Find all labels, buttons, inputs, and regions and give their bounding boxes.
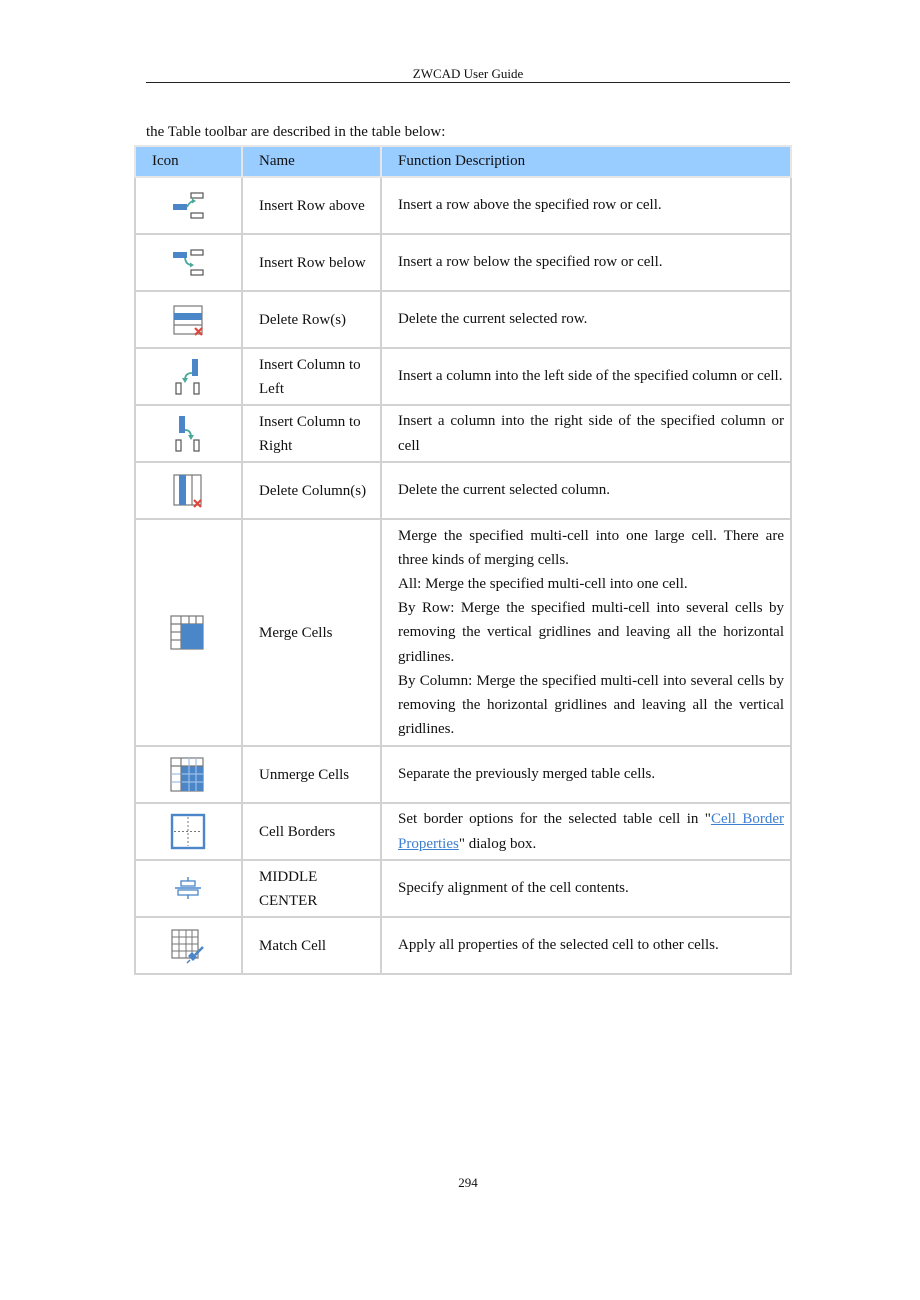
table-row <box>135 405 791 462</box>
row-description: Insert a row above the specified row or cell. <box>381 177 791 234</box>
col-header-name: Name <box>242 146 381 177</box>
delete-rows-icon <box>169 303 209 337</box>
row-name: Insert Row below <box>242 234 381 291</box>
row-description: Delete the current selected column. <box>381 462 791 519</box>
insert-row-below-icon <box>169 246 209 280</box>
row-name: Insert Column to Left <box>242 348 381 405</box>
table-row <box>135 746 791 803</box>
row-description: Delete the current selected row. <box>381 291 791 348</box>
row-description: Insert a column into the right side of the specified column or cell <box>381 405 791 462</box>
insert-row-above-icon <box>169 189 209 223</box>
table-row <box>135 462 791 519</box>
row-name: Cell Borders <box>242 803 381 860</box>
row-name: Insert Row above <box>242 177 381 234</box>
middle-center-icon <box>169 872 209 906</box>
table-row <box>135 234 791 291</box>
running-header: ZWCAD User Guide <box>412 66 524 81</box>
row-name: Match Cell <box>242 917 381 974</box>
row-name: Unmerge Cells <box>242 746 381 803</box>
row-description: Insert a row below the specified row or cell. <box>381 234 791 291</box>
row-description: Insert a column into the left side of the specified column or cell. <box>381 348 791 405</box>
row-description: Merge the specified multi-cell into one large cell. There are three kinds of merging cells. All: Merge the specified multi-cell into one cell. By Row: Merge the specified multi-cell into several cells by removing the vertical gridlines and leaving all the horizontal gridlines. By Column: Merge the specified multi-cell into several cells by removing the horizontal gridlines and leaving all the vertical gridlines. <box>381 519 791 746</box>
table-row <box>135 860 791 917</box>
intro-text: the Table toolbar are described in the table below: <box>146 124 446 140</box>
table-row <box>135 177 791 234</box>
cell-border-properties-link[interactable]: Cell Border Properties <box>398 811 785 852</box>
row-description: Apply all properties of the selected cell to other cells. <box>381 917 791 974</box>
row-name: Insert Column to Right <box>242 405 381 462</box>
match-cell-icon <box>169 927 209 965</box>
row-name: Merge Cells <box>242 519 381 746</box>
unmerge-cells-icon <box>169 755 209 795</box>
cell-borders-icon <box>169 812 209 852</box>
table-header-row <box>135 146 791 177</box>
table-row <box>135 519 791 746</box>
toolbar-table <box>134 145 792 975</box>
header-divider <box>146 82 790 83</box>
row-description: Separate the previously merged table cells. <box>381 746 791 803</box>
page-number: 294 <box>458 1175 478 1190</box>
table-row <box>135 803 791 860</box>
col-header-description: Function Description <box>381 146 791 177</box>
col-header-icon: Icon <box>135 146 242 177</box>
row-name: MIDDLE CENTER <box>242 860 381 917</box>
merge-cells-icon <box>169 613 209 653</box>
row-description: Specify alignment of the cell contents. <box>381 860 791 917</box>
row-name: Delete Row(s) <box>242 291 381 348</box>
table-row <box>135 291 791 348</box>
row-name: Delete Column(s) <box>242 462 381 519</box>
delete-columns-icon <box>169 472 209 510</box>
table-row <box>135 917 791 974</box>
insert-column-left-icon <box>169 357 209 397</box>
insert-column-right-icon <box>169 414 209 454</box>
row-description: Set border options for the selected table cell in "Cell Border Properties" dialog box. <box>381 803 791 860</box>
table-row <box>135 348 791 405</box>
